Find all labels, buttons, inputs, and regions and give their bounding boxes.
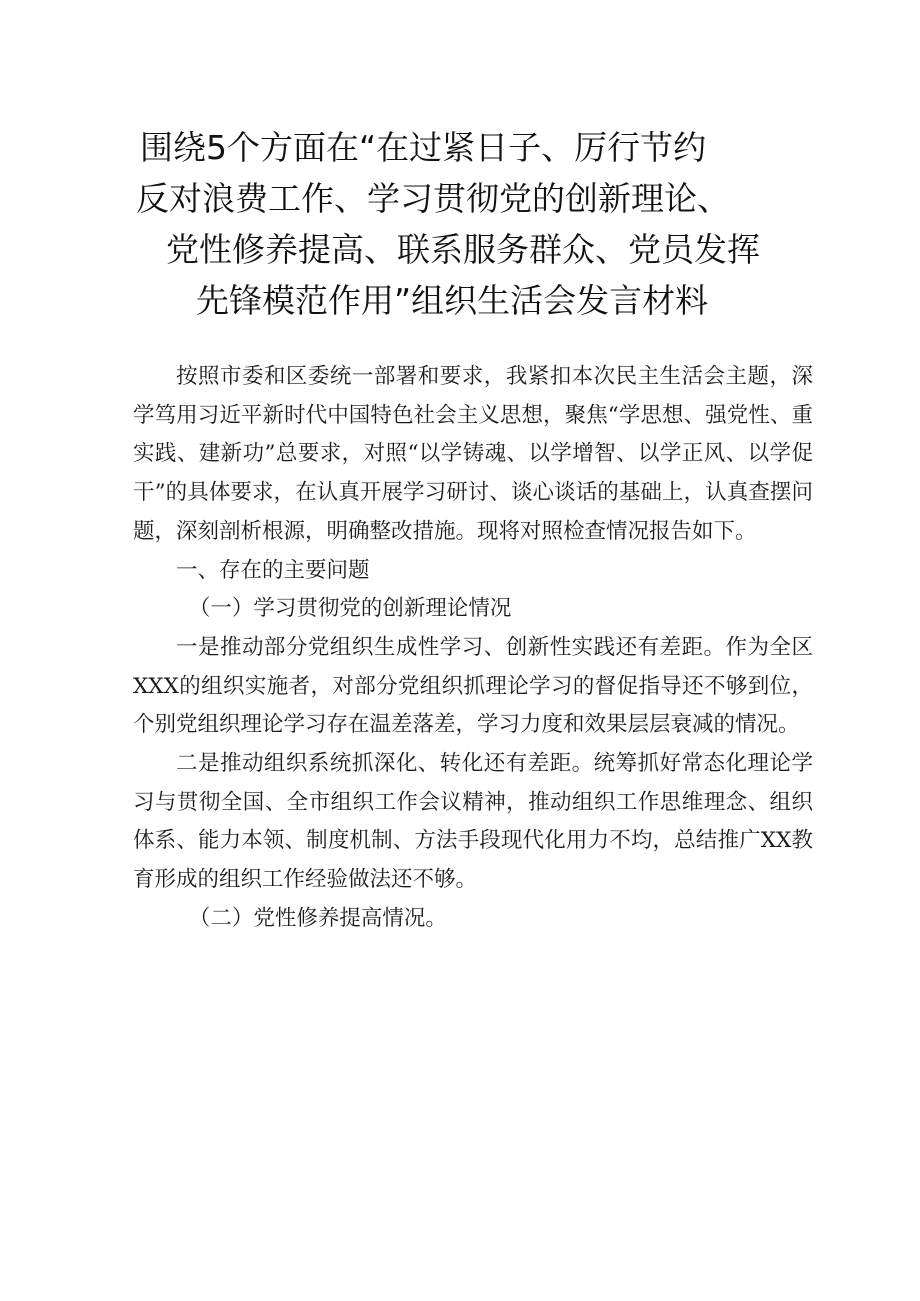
subsection-heading: （二）党性修养提高情况。 [188,905,447,931]
subsection-heading: （一）学习贯彻党的创新理论情况 [188,596,512,622]
document-title [110,122,810,326]
title-line: 围绕5个方面在“在过紧日子、厉行节约 [140,128,707,167]
title-line: 党性修养提高、联系服务群众、党员发挥 [166,230,760,269]
section-heading: 一、存在的主要问题 [176,557,370,583]
body-paragraph: 二是推动组织系统抓深化、转化还有差距。统筹抓好常态化理论学习与贯彻全国、全市组织工作会议精神，推动组织工作思维理念、组织体系、能力本领、制度机制、方法手段现代化用力不均，总结推广XX教育形成的组织工作经验做法还不够。 [133,751,813,893]
title-line: 先锋模范作用”组织生活会发言材料 [196,281,709,320]
title-line: 反对浪费工作、学习贯彻党的创新理论、 [136,179,730,218]
intro-paragraph: 按照市委和区委统一部署和要求，我紧扣本次民主生活会主题，深学笃用习近平新时代中国特色社会主义思想，聚焦“学思想、强党性、重实践、建新功”总要求，对照“以学铸魂、以学增智、以学正风、以学促干”的具体要求，在认真开展学习研讨、谈心谈话的基础上，认真查摆问题，深刻剖析根源，明确整改措施。现将对照检查情况报告如下。 [133,364,813,544]
body-paragraph: 一是推动部分党组织生成性学习、创新性实践还有差距。作为全区XXX的组织实施者，对部分党组织抓理论学习的督促指导还不够到位，个别党组织理论学习存在温差落差，学习力度和效果层层衰减的情况。 [133,634,813,738]
document-body [133,358,813,939]
